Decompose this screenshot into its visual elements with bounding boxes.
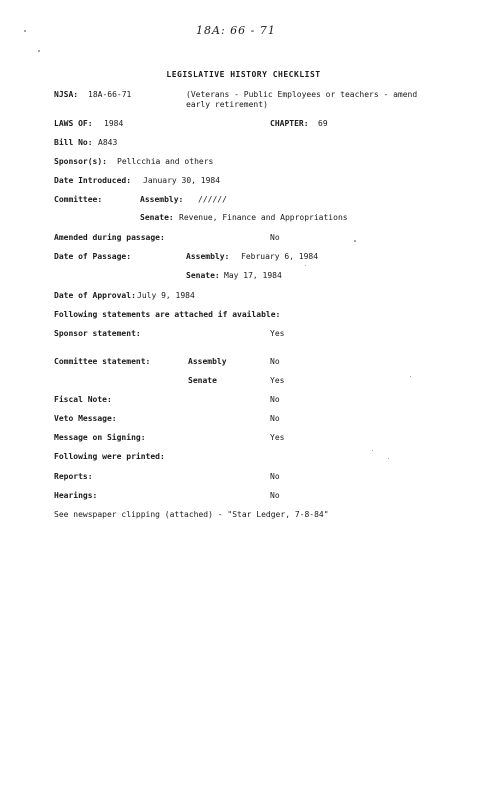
hearings-value: No [270,491,280,500]
njsa-value: 18A-66-71 [88,90,132,99]
footnote: See newspaper clipping (attached) - "Star Ledger, 7-8-84" [54,510,329,519]
veto-message-label: Veto Message: [54,414,117,423]
printed-header: Following were printed: [54,452,165,461]
passage-senate-label: Senate: [186,271,220,280]
fiscal-note-label: Fiscal Note: [54,395,112,404]
date-of-passage-label: Date of Passage: [54,252,132,261]
date-introduced-value: January 30, 1984 [143,176,221,185]
page-title: LEGISLATIVE HISTORY CHECKLIST [166,70,321,79]
bill-no-value: A843 [98,138,118,147]
scan-speck [38,50,40,52]
sponsors-label: Sponsor(s): [54,157,107,166]
committee-assembly-value: ////// [198,195,227,204]
chapter-value: 69 [318,119,328,128]
date-introduced-label: Date Introduced: [54,176,132,185]
date-of-approval-value: July 9, 1984 [137,291,195,300]
committee-statement-assembly-value: No [270,357,280,366]
passage-senate-value: May 17, 1984 [224,271,282,280]
bill-no-label: Bill No: [54,138,93,147]
committee-statement-label: Committee statement: [54,357,151,366]
njsa-description-line1: (Veterans - Public Employees or teachers - amend [186,90,418,99]
scan-speck [372,450,373,451]
sponsor-statement-value: Yes [270,329,285,338]
reports-value: No [270,472,280,481]
chapter-label: CHAPTER: [270,119,309,128]
sponsors-value: Pellcchia and others [117,157,214,166]
committee-senate-label: Senate: [140,213,174,222]
passage-assembly-label: Assembly: [186,252,230,261]
committee-senate-value: Revenue, Finance and Appropriations [179,213,348,222]
scan-speck [305,265,306,266]
statements-header: Following statements are attached if available: [54,310,281,319]
veto-message-value: No [270,414,280,423]
message-on-signing-label: Message on Signing: [54,433,146,442]
laws-of-label: LAWS OF: [54,119,93,128]
scan-speck [410,376,411,377]
laws-of-value: 1984 [104,119,124,128]
date-of-approval-label: Date of Approval: [54,291,136,300]
hearings-label: Hearings: [54,491,98,500]
amended-label: Amended during passage: [54,233,165,242]
handwritten-reference: 18A: 66 - 71 [196,24,276,37]
njsa-label: NJSA: [54,90,79,99]
message-on-signing-value: Yes [270,433,285,442]
amended-value: No [270,233,280,242]
committee-statement-assembly-label: Assembly [188,357,227,366]
passage-assembly-value: February 6, 1984 [241,252,319,261]
committee-assembly-label: Assembly: [140,195,184,204]
committee-statement-senate-value: Yes [270,376,285,385]
sponsor-statement-label: Sponsor statement: [54,329,141,338]
reports-label: Reports: [54,472,93,481]
njsa-description-line2: early retirement) [186,100,268,109]
scan-speck [354,240,356,242]
committee-statement-senate-label: Senate [188,376,217,385]
committee-label: Committee: [54,195,103,204]
fiscal-note-value: No [270,395,280,404]
scan-speck [388,458,389,459]
scan-speck [24,30,26,32]
